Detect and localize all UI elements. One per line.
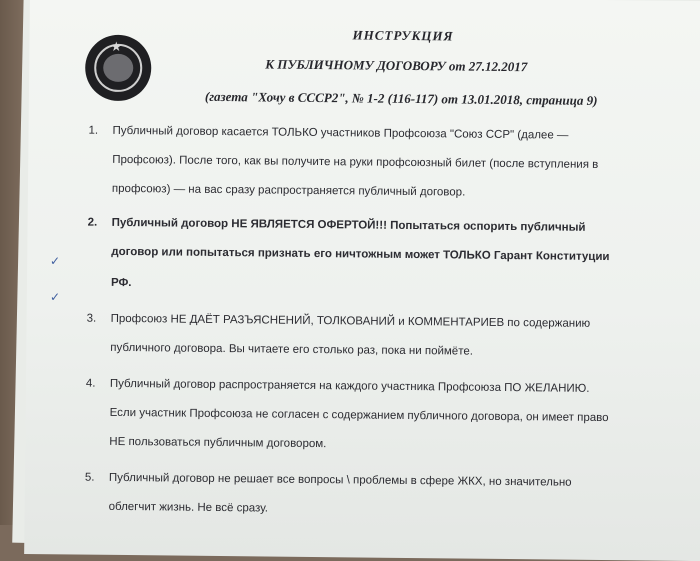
item-number: 4. xyxy=(85,377,96,390)
item-3-line-1: Профсоюз НЕ ДАЁТ РАЗЪЯСНЕНИЙ, ТОЛКОВАНИЙ и КОММЕНТАРИЕВ по содержанию xyxy=(110,312,591,330)
item-1-line-2: Профсоюз). После того, как вы получите на руки профсоюзный билет (после вступления в xyxy=(112,153,599,171)
item-5-line-1: Публичный договор не решает все вопросы \ проблемы в сфере ЖКХ, но значительно xyxy=(108,471,572,489)
item-4-line-3: НЕ пользоваться публичным договором. xyxy=(109,435,327,451)
document-source: (газета "Хочу в СССР2", № 1-2 (116-117) от 13.01.2018, страница 9) xyxy=(204,88,598,108)
item-1-line-1: Публичный договор касается ТОЛЬКО участников Профсоюза "Союз ССР" (далее — xyxy=(112,124,569,142)
ussr-emblem-icon xyxy=(85,35,152,102)
item-5-line-2: облегчит жизнь. Не всё сразу. xyxy=(108,500,269,515)
item-number: 1. xyxy=(88,124,99,137)
document-subtitle: К ПУБЛИЧНОМУ ДОГОВОРУ от 27.12.2017 xyxy=(265,56,528,75)
pen-check-mark-icon: ✓ xyxy=(50,290,61,304)
document-page xyxy=(24,0,700,561)
item-number: 2. xyxy=(87,216,98,229)
item-3-line-2: публичного договора. Вы читаете его столько раз, пока ни поймёте. xyxy=(110,341,474,358)
item-2-line-3: РФ. xyxy=(110,276,132,290)
item-4-line-1: Публичный договор распространяется на каждого участника Профсоюза ПО ЖЕЛАНИЮ. xyxy=(109,377,590,395)
star-icon: ★ xyxy=(110,38,123,54)
item-2-line-1: Публичный договор НЕ ЯВЛЯЕТСЯ ОФЕРТОЙ!!! Попытаться оспорить публичный xyxy=(111,216,586,234)
emblem-globe xyxy=(103,54,133,82)
item-number: 5. xyxy=(84,471,95,484)
document-title: ИНСТРУКЦИЯ xyxy=(352,27,454,44)
item-4-line-2: Если участник Профсоюза не согласен с содержанием публичного договора, он имеет право xyxy=(109,406,609,425)
item-2-line-2: договор или попытаться признать его ничтожным может ТОЛЬКО Гарант Конституции xyxy=(111,245,610,264)
pen-check-mark-icon: ✓ xyxy=(50,254,61,268)
item-number: 3. xyxy=(86,312,97,325)
item-1-line-3: профсоюз) — на вас сразу распространяется публичный договор. xyxy=(111,182,466,199)
